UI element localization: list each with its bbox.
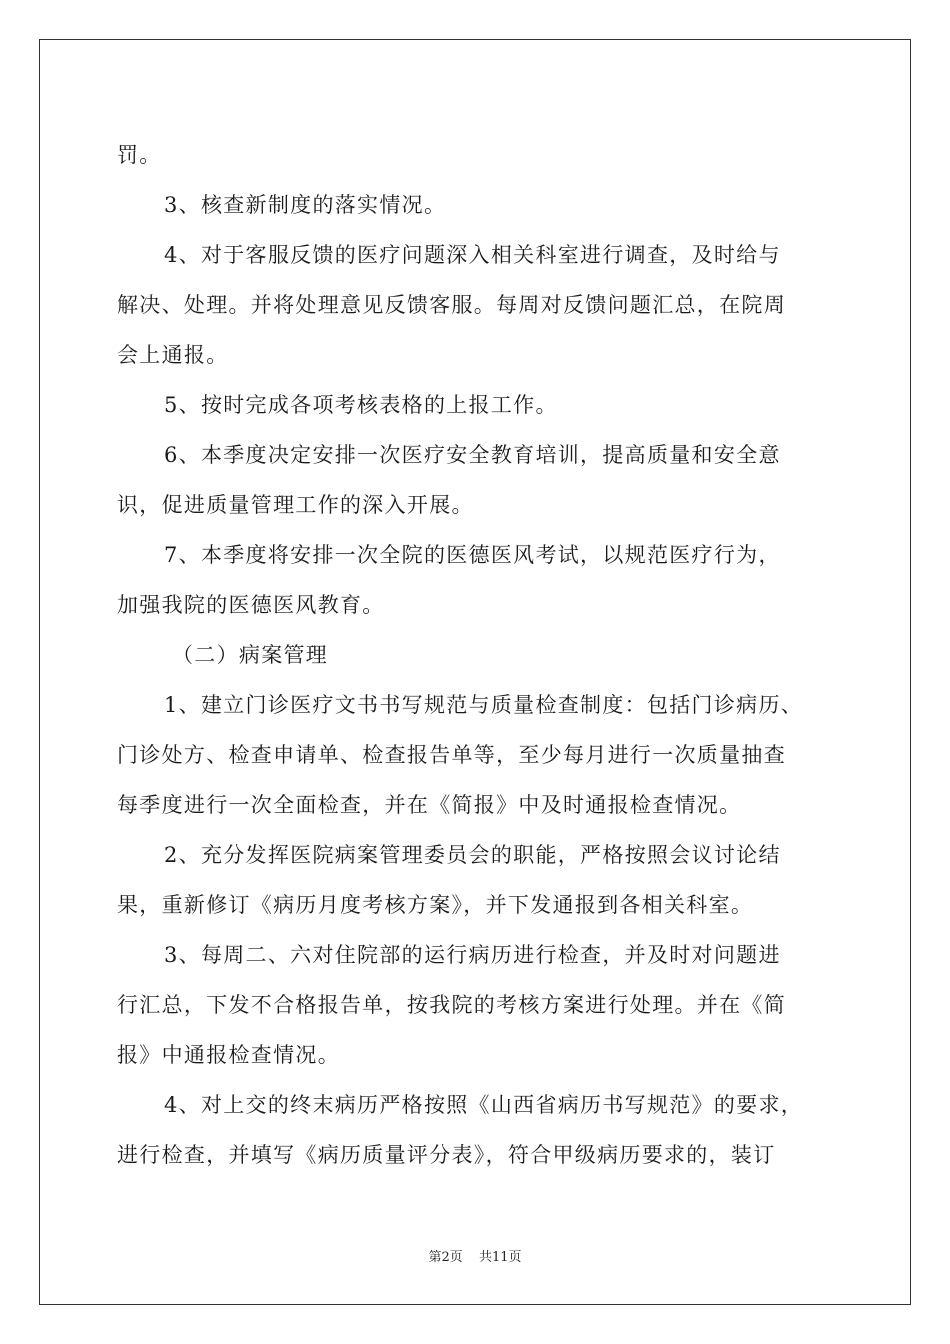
text-line: 会上通报。 bbox=[117, 343, 229, 367]
text-line: 门诊处方、检查申请单、检查报告单等，至少每月进行一次质量抽查 bbox=[117, 743, 786, 767]
list-item-4: 4、对于客服反馈的医疗问题深入相关科室进行调查，及时给与 bbox=[164, 243, 781, 267]
text-line: 解决、处理。并将处理意见反馈客服。每周对反馈问题汇总，在院周 bbox=[117, 293, 786, 317]
text-line: 罚。 bbox=[117, 143, 162, 167]
text-line: 报》中通报检查情况。 bbox=[117, 1043, 340, 1067]
text-line: 识，促进质量管理工作的深入开展。 bbox=[117, 493, 474, 517]
list-item-3b: 3、每周二、六对住院部的运行病历进行检查，并及时对问题进 bbox=[164, 943, 781, 967]
document-body bbox=[117, 130, 833, 1180]
list-item-5: 5、按时完成各项考核表格的上报工作。 bbox=[164, 393, 558, 417]
list-item-6: 6、本季度决定安排一次医疗安全教育培训，提高质量和安全意 bbox=[164, 443, 781, 467]
text-line: 果，重新修订《病历月度考核方案》，并下发通报到各相关科室。 bbox=[117, 893, 754, 917]
section-heading: （二）病案管理 bbox=[172, 643, 329, 667]
text-line: 加强我院的医德医风教育。 bbox=[117, 593, 385, 617]
page-footer bbox=[0, 1246, 950, 1265]
text-line: 进行检查，并填写《病历质量评分表》，符合甲级病历要求的，装订 bbox=[117, 1143, 776, 1167]
page-total: 共11页 bbox=[478, 1250, 522, 1265]
text-line: 行汇总，下发不合格报告单，按我院的考核方案进行处理。并在《简 bbox=[117, 993, 786, 1017]
list-item-2: 2、充分发挥医院病案管理委员会的职能，严格按照会议讨论结 bbox=[164, 843, 781, 867]
list-item-7: 7、本季度将安排一次全院的医德医风考试，以规范医疗行为， bbox=[164, 543, 781, 567]
page-number: 第2页 bbox=[428, 1250, 463, 1265]
list-item-1: 1、建立门诊医疗文书书写规范与质量检查制度：包括门诊病历、 bbox=[164, 693, 804, 717]
list-item-4b: 4、对上交的终末病历严格按照《山西省病历书写规范》的要求， bbox=[164, 1093, 804, 1117]
list-item-3: 3、核查新制度的落实情况。 bbox=[164, 193, 447, 217]
text-line: 每季度进行一次全面检查，并在《简报》中及时通报检查情况。 bbox=[117, 793, 742, 817]
